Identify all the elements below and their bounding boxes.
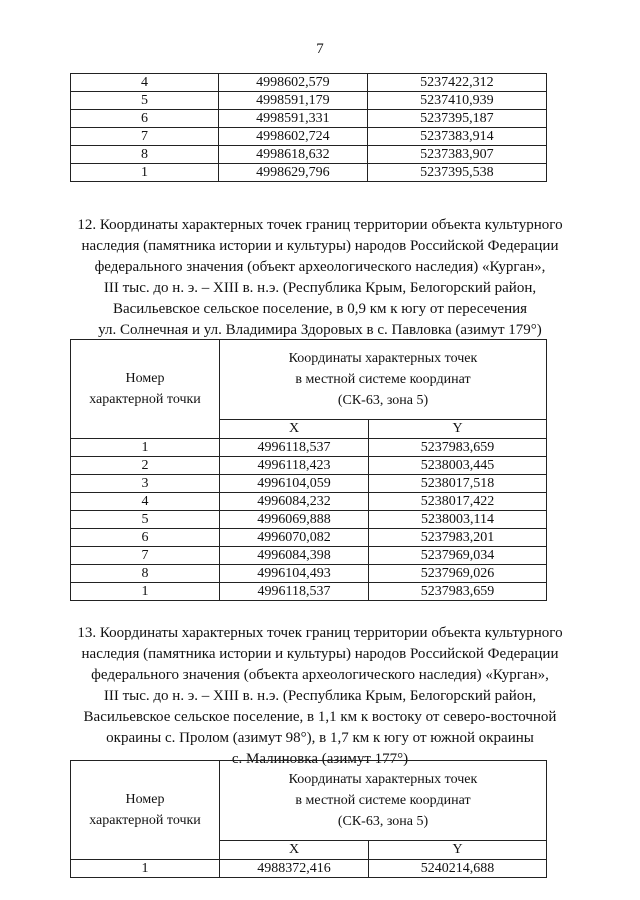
x-column-header: X [220,841,369,860]
point-number-cell: 5 [71,92,219,110]
x-coordinate-cell: 4988372,416 [220,860,369,878]
x-coordinate-cell: 4996070,082 [220,529,369,547]
x-coordinate-cell: 4998591,331 [219,110,368,128]
header-line: Номер [125,792,165,807]
table-row [71,146,547,164]
y-coordinate-cell: 5237969,026 [369,565,547,583]
y-coordinate-cell: 5238017,518 [369,475,547,493]
heading-line: окраины с. Пролом (азимут 98°), в 1,7 км к югу от южной окраины [106,730,534,746]
y-coordinate-cell: 5238017,422 [369,493,547,511]
header-line: Номер [125,371,165,386]
header-line: Координаты характерных точек [288,772,478,787]
table-row [71,547,547,565]
table-row [71,457,547,475]
point-number-cell: 7 [71,128,219,146]
y-coordinate-cell: 5237383,914 [367,128,546,146]
point-number-cell: 8 [71,565,220,583]
x-coordinate-cell: 4998591,179 [219,92,368,110]
heading-line: наследия (памятника истории и культуры) народов Российской Федерации [81,646,559,662]
y-coordinate-cell: 5237395,187 [367,110,546,128]
heading-line: Васильевское сельское поселение, в 1,1 км к востоку от северо-восточной [83,709,557,725]
x-coordinate-cell: 4998602,579 [219,74,368,92]
point-number-cell: 3 [71,475,220,493]
table-row [71,74,547,92]
header-line: в местной системе координат [295,372,471,387]
point-number-header [71,761,220,860]
table-row [71,583,547,601]
x-coordinate-cell: 4996104,059 [220,475,369,493]
x-coordinate-cell: 4996104,493 [220,565,369,583]
heading-line: Васильевское сельское поселение, в 0,9 км к югу от пересечения [112,301,528,317]
x-coordinate-cell: 4998629,796 [219,164,368,182]
table-row [71,493,547,511]
y-column-header: Y [369,841,547,860]
page-number: 7 [316,41,324,57]
heading-line: с. Малиновка (азимут 177°) [231,751,409,767]
table-row [71,565,547,583]
header-line: характерной точки [89,392,201,407]
header-line: в местной системе координат [295,793,471,808]
heading-line: наследия (памятника истории и культуры) народов Российской Федерации [81,238,559,254]
point-number-cell: 8 [71,146,219,164]
y-column-header: Y [369,420,547,439]
point-number-cell: 6 [71,529,220,547]
point-number-cell: 2 [71,457,220,475]
y-coordinate-cell: 5237983,659 [369,583,547,601]
coordinates-header [220,340,547,420]
table-row [71,110,547,128]
y-coordinate-cell: 5238003,445 [369,457,547,475]
y-coordinate-cell: 5237969,034 [369,547,547,565]
point-number-header [71,340,220,439]
header-line: (СК-63, зона 5) [337,814,429,829]
heading-line: федерального значения (объекта археологического наследия) «Курган», [91,667,549,683]
point-number-cell: 1 [71,439,220,457]
point-number-cell: 4 [71,74,219,92]
y-coordinate-cell: 5237395,538 [367,164,546,182]
section-13-heading [60,623,580,770]
y-coordinate-cell: 5237410,939 [367,92,546,110]
table-row [71,860,547,878]
x-coordinate-cell: 4996118,423 [220,457,369,475]
x-coordinate-cell: 4996118,537 [220,583,369,601]
table-row [71,475,547,493]
x-column-header: X [220,420,369,439]
table-header-row [71,340,547,420]
table-row [71,529,547,547]
y-coordinate-cell: 5240214,688 [369,860,547,878]
heading-line: III тыс. до н. э. – XIII в. н.э. (Республика Крым, Белогорский район, [103,280,537,296]
y-coordinate-cell: 5238003,114 [369,511,547,529]
coordinates-table-12 [70,339,547,601]
point-number-cell: 1 [71,860,220,878]
table-row [71,128,547,146]
coordinates-table-13 [70,760,547,878]
x-coordinate-cell: 4996118,537 [220,439,369,457]
coordinates-table-continued [70,73,547,182]
point-number-cell: 5 [71,511,220,529]
x-coordinate-cell: 4998602,724 [219,128,368,146]
heading-line: 12. Координаты характерных точек границ территории объекта культурного [77,217,563,233]
y-coordinate-cell: 5237983,201 [369,529,547,547]
heading-line: 13. Координаты характерных точек границ территории объекта культурного [77,625,563,641]
table-row [71,92,547,110]
x-coordinate-cell: 4996084,232 [220,493,369,511]
table-header-row [71,761,547,841]
coordinates-header [220,761,547,841]
table-row [71,164,547,182]
y-coordinate-cell: 5237983,659 [369,439,547,457]
point-number-cell: 1 [71,164,219,182]
x-coordinate-cell: 4998618,632 [219,146,368,164]
heading-line: III тыс. до н. э. – XIII в. н.э. (Республика Крым, Белогорский район, [103,688,537,704]
header-line: (СК-63, зона 5) [337,393,429,408]
heading-line: федерального значения (объект археологического наследия) «Курган», [94,259,546,275]
heading-line: ул. Солнечная и ул. Владимира Здоровых в с. Павловка (азимут 179°) [98,322,542,338]
header-line: Координаты характерных точек [288,351,478,366]
header-line: характерной точки [89,813,201,828]
y-coordinate-cell: 5237422,312 [367,74,546,92]
y-coordinate-cell: 5237383,907 [367,146,546,164]
point-number-cell: 6 [71,110,219,128]
section-12-heading [60,215,580,341]
point-number-cell: 1 [71,583,220,601]
table-row [71,439,547,457]
table-row [71,511,547,529]
point-number-cell: 7 [71,547,220,565]
point-number-cell: 4 [71,493,220,511]
x-coordinate-cell: 4996084,398 [220,547,369,565]
x-coordinate-cell: 4996069,888 [220,511,369,529]
